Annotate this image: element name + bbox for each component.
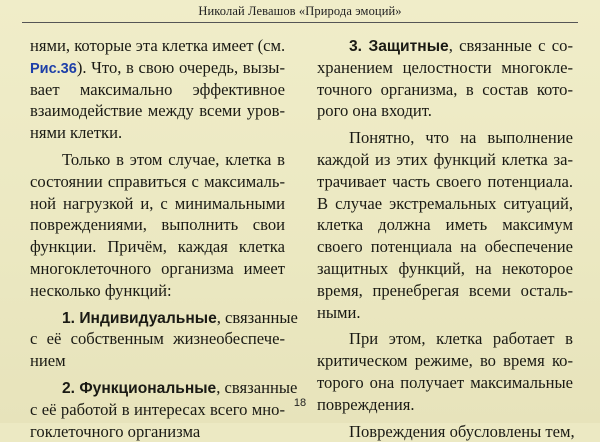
text-line: клетка должна иметь максимум: [317, 215, 573, 235]
list-item-label: 3. Защитные: [349, 38, 449, 55]
right-column: [317, 35, 573, 442]
text-line: вает максимально эффективное: [30, 79, 285, 99]
text-line: хранением целостности многокле-: [317, 57, 573, 77]
text-line: с её собственным жизнеобеспече-: [30, 329, 285, 349]
text-line: ной нагрузкой и, с минимальными: [30, 193, 285, 213]
header-rule: [22, 22, 578, 23]
text-line: с её работой в интересах всего мно-: [30, 399, 285, 419]
left-column: [30, 35, 298, 442]
text-line: гоклеточного организма: [30, 421, 201, 441]
text-line: нием: [30, 351, 66, 371]
text-line: функции. Причём, каждая клетка: [30, 237, 285, 257]
text-line: Рис.36). Что, в свою очередь, вызы-: [30, 57, 285, 77]
figure-reference-link[interactable]: Рис.36: [30, 60, 77, 77]
text-line: нями клетки.: [30, 123, 123, 143]
text-line: время, пренебрегая всеми осталь-: [317, 280, 573, 300]
text-line: ными.: [317, 302, 361, 322]
text-line: несколько функций:: [30, 280, 172, 300]
text-line: нями, которые эта клетка имеет (см.: [30, 36, 286, 55]
list-item-label: 2. Функциональные: [62, 379, 217, 397]
text-line: каждой из этих функций клетка за-: [317, 149, 573, 169]
text-line: многоклеточного организма имеет: [30, 258, 285, 278]
text-line: защитных функций, на некоторое: [317, 258, 573, 278]
text-line: В случае экстремальных ситуаций,: [317, 193, 573, 213]
list-item-individual: 1. Индивидуальные, связанные: [62, 307, 298, 327]
text-line: Понятно, что на выполнение: [349, 128, 573, 148]
list-item-functional: 2. Функциональные, связанные: [62, 377, 298, 397]
text-line: критическом режиме, во время ко-: [317, 351, 573, 371]
text-line: взаимодействие между всеми уров-: [30, 101, 285, 121]
text-line: точного организма, в состав кото-: [317, 79, 573, 99]
text-line: трачивает часть своего потенциала.: [317, 171, 573, 191]
list-item-label: 1. Индивидуальные: [62, 309, 217, 327]
text-line: состоянии справиться с максималь-: [30, 171, 285, 191]
text-line: Только в этом случае, клетка в: [62, 149, 285, 169]
text-line: повреждения.: [317, 394, 415, 414]
page-number: 18: [293, 397, 307, 409]
text-line: повреждениями, выполнить свои: [30, 215, 285, 235]
text-line: Повреждения обусловлены тем,: [349, 421, 575, 441]
text-line: При этом, клетка работает в: [349, 329, 573, 349]
list-item-protective: 3. Защитные, связанные с со-: [349, 36, 573, 55]
text-line: торого она получает максимальные: [317, 372, 573, 392]
running-header: Николай Левашов «Природа эмоций»: [198, 4, 402, 18]
text-line: своего потенциала на обеспечение: [317, 237, 573, 257]
text-line: рого она входит.: [317, 101, 432, 121]
